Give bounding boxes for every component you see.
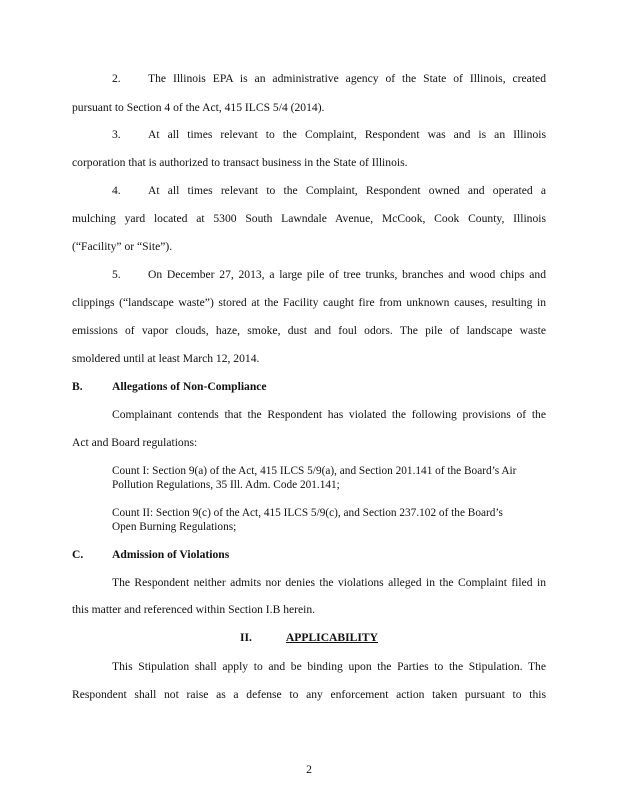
count-2-line-1: Count II: Section 9(c) of the Act, 415 ILCS 5/9(c), and Section 237.102 of the Board’s: [112, 507, 503, 519]
paragraph-4-line-1: 4. At all times relevant to the Complaint, Respondent owned and operated a: [112, 184, 546, 197]
count-1-line-1: Count I: Section 9(a) of the Act, 415 ILCS 5/9(a), and Section 201.141 of the Board’s Air: [112, 465, 517, 477]
paragraph-3-line-2: corporation that is authorized to transact business in the State of Illinois.: [72, 156, 408, 169]
section-b-intro-line-1: Complainant contends that the Respondent has violated the following provisions of the: [112, 408, 546, 421]
paragraph-4-line-3: (“Facility” or “Site”).: [72, 240, 173, 253]
section-c-line-1: The Respondent neither admits nor denies the violations alleged in the Complaint filed in: [112, 576, 546, 589]
paragraph-5-number: 5.: [112, 268, 121, 281]
paragraph-2-number: 2.: [112, 72, 121, 85]
paragraph-5-line-2: clippings (“landscape waste”) stored at the Facility caught fire from unknown causes, resulting in: [72, 296, 546, 309]
paragraph-2-line-1: 2. The Illinois EPA is an administrative agency of the State of Illinois, created: [112, 72, 546, 85]
section-c-heading: C. Admission of Violations: [72, 548, 230, 561]
section-ii-line-2: Respondent shall not raise as a defense to any enforcement action taken pursuant to this: [72, 688, 546, 701]
paragraph-5-line-4: smoldered until at least March 12, 2014.: [72, 352, 260, 365]
count-2-line-2: Open Burning Regulations;: [112, 521, 237, 533]
section-ii-heading: II. APPLICABILITY: [239, 631, 379, 644]
paragraph-3-number: 3.: [112, 128, 121, 141]
paragraph-5-line-3: emissions of vapor clouds, haze, smoke, dust and foul odors. The pile of landscape waste: [72, 324, 546, 337]
paragraph-2-line-2: pursuant to Section 4 of the Act, 415 ILCS 5/4 (2014).: [72, 101, 325, 114]
section-ii-line-1: This Stipulation shall apply to and be binding upon the Parties to the Stipulation. The: [112, 660, 546, 673]
paragraph-5-line-1: 5. On December 27, 2013, a large pile of tree trunks, branches and wood chips and: [112, 268, 546, 281]
paragraph-4-number: 4.: [112, 184, 121, 197]
section-b-heading: B. Allegations of Non-Compliance: [72, 380, 267, 393]
page-number: 2: [306, 763, 312, 776]
count-1-line-2: Pollution Regulations, 35 Ill. Adm. Code 201.141;: [112, 479, 340, 491]
paragraph-3-line-1: 3. At all times relevant to the Complaint, Respondent was and is an Illinois: [112, 128, 546, 141]
paragraph-4-line-2: mulching yard located at 5300 South Lawndale Avenue, McCook, Cook County, Illinois: [72, 212, 546, 225]
section-b-intro-line-2: Act and Board regulations:: [72, 436, 198, 449]
section-c-line-2: this matter and referenced within Section I.B herein.: [72, 603, 316, 616]
